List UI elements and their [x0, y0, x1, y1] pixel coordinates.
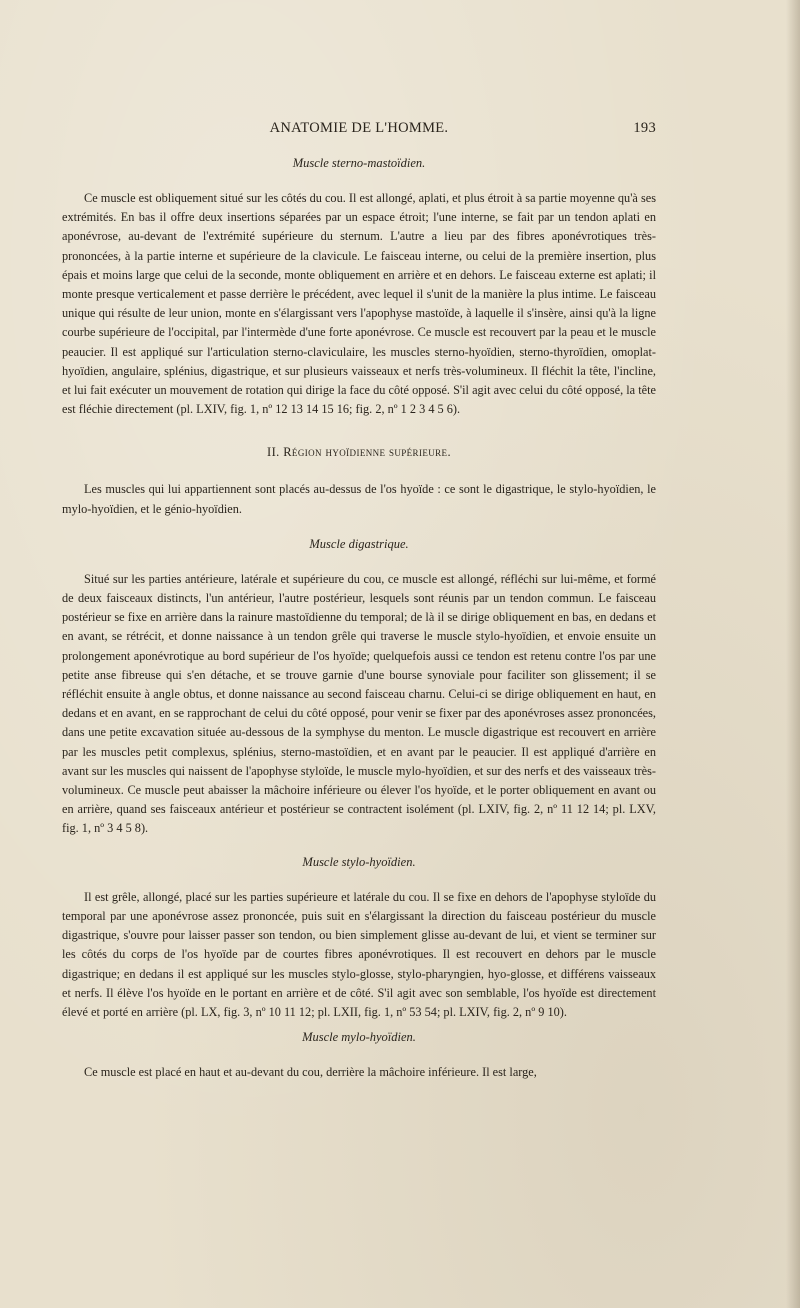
running-head [62, 120, 656, 144]
paragraph-mylo-hyoidien: Ce muscle est placé en haut et au-devant du cou, derrière la mâchoire inférieure. Il est large, [84, 1065, 537, 1080]
section-heading-sterno-mastoidien: Muscle sterno-mastoïdien. [292, 156, 426, 170]
paragraph-digastrique: Situé sur les parties antérieure, latérale et supérieure du cou, ce muscle est allongé, réfléchi sur lui-même, et formé de deux faisceaux distincts, l'un antérieur, l'autre postérieur, lesquels sont réunis par un tendon commun. Le faisceau postérieur se fixe en arrière dans la rainure mastoïdienne du temporal; de là il se dirige obliquement en bas, en dedans et en avant, se rétrécit, et donne naissance à un tendon grêle qui traverse le muscle stylo-hyoïdien, et envoie ensuite un prolongement aponévrotique au bord supérieur de l'os hyoïde; quelquefois aussi ce tendon est retenu contre l'os par une petite anse fibreuse qui s'en détache, et se trouve garnie d'une bourse synoviale pour faciliter son glissement; il se réfléchit ensuite à angle obtus, et donne naissance au second faisceau charnu. Celui-ci se dirige obliquement en haut, en dedans et en avant, en se rapprochant de celui du côté opposé, pour venir se fixer par des aponévroses assez prononcées, dans une petite excavation située au-dessous de la symphyse du menton. Le muscle digastrique est recouvert en arrière par les muscles petit complexus, splénius, sterno-mastoïdien, et en avant par le peaucier. Il est appliqué d'arrière en avant sur les muscles qui naissent de l'apophyse styloïde, le muscle mylo-hyoïdien, et sur des nerfs et des vaisseaux très-volumineux. Ce muscle peut abaisser la mâchoire inférieure ou élever l'os hyoïde, et le porter obliquement en avant ou en arrière, quand ses faisceaux antérieur et postérieur se contractent isolément (pl. LXIV, fig. 2, nº 11 12 14; pl. LXV, fig. 1, nº 3 4 5 8). [62, 571, 656, 836]
section-heading-mylo-hyoidien: Muscle mylo-hyoïdien. [302, 1030, 416, 1045]
text-block [62, 120, 656, 1082]
section-heading-stylo-hyoidien: Muscle stylo-hyoïdien. [302, 854, 416, 869]
paragraph-sterno-mastoidien: Ce muscle est obliquement situé sur les côtés du cou. Il est allongé, aplati, et plus étroit à sa partie moyenne qu'à ses extrémités. En bas il offre deux insertions séparées par un espace étroit; l'une interne, se fait par un tendon aplati en aponévrose, au-devant de l'extrémité supérieure du sternum. L'autre a lieu par des fibres aponévrotiques très-prononcées, à la partie interne et supérieure de la clavicule. Le faisceau interne, ou celui de la première insertion, plus épais et moins large que celui de la seconde, monte obliquement en arrière et en dehors. Le faisceau externe est aplati; il monte presque verticalement et passe derrière le précédent, avec lequel il s'unit de la manière la plus intime. Le faisceau unique qui résulte de leur union, monte en s'élargissant vers l'apophyse mastoïde, à laquelle il s'insère, ainsi qu'à la ligne courbe supérieure de l'occipital, par l'intermède d'une forte aponévrose. Ce muscle est recouvert par la peau et le muscle peaucier. Il est appliqué sur l'articulation sterno-claviculaire, les muscles sterno-hyoïdien, sterno-thyroïdien, omoplat-hyoïdien, angulaire, splénius, digastrique, et sur plusieurs vaisseaux et nerfs très-volumineux. Il fléchit la tête, l'incline, et lui fait exécuter un mouvement de rotation qui dirige la face du côté opposé. S'il agit avec celui du côté opposé, la tête est fléchie directement (pl. LXIV, fig. 1, nº 12 13 14 15 16; fig. 2, nº 1 2 3 4 5 6). [62, 191, 656, 417]
region-heading [62, 445, 656, 460]
paragraph-stylo-hyoidien: Il est grêle, allongé, placé sur les parties supérieure et latérale du cou. Il se fixe en dehors de l'apophyse styloïde du temporal par une aponévrose assez prononcée, puis suit en s'élargissant la direction du faisceau postérieur du muscle digastrique, s'ouvre pour laisser passer son tendon, ou bien simplement glisse au-devant de lui, et vient se terminer sur les côtés du corps de l'os hyoïde par de courtes fibres aponévrotiques. Il est recouvert en dehors par le muscle digastrique; en dedans il est appliqué sur les muscles stylo-glosse, stylo-pharyngien, hyo-glosse, et différens vaisseaux et nerfs. Il élève l'os hyoïde en le portant en arrière et de côté. S'il agit avec son semblable, l'os hyoïde est directement élevé et porté en arrière (pl. LX, fig. 3, nº 10 11 12; pl. LXII, fig. 1, nº 53 54; pl. LXIV, fig. 2, nº 9 10). [62, 889, 656, 1019]
region-numeral: II. [267, 445, 280, 460]
page-number: 193 [633, 120, 656, 136]
paragraph-region-intro: Les muscles qui lui appartiennent sont placés au-dessus de l'os hyoïde : ce sont le digastrique, le stylo-hyoïdien, le mylo-hyoïdien, et le génio-hyoïdien. [62, 482, 656, 516]
region-title: Région hyoïdienne supérieure. [283, 445, 451, 460]
running-title: ANATOMIE DE L'HOMME. [269, 120, 449, 136]
section-heading-digastrique: Muscle digastrique. [309, 536, 409, 551]
